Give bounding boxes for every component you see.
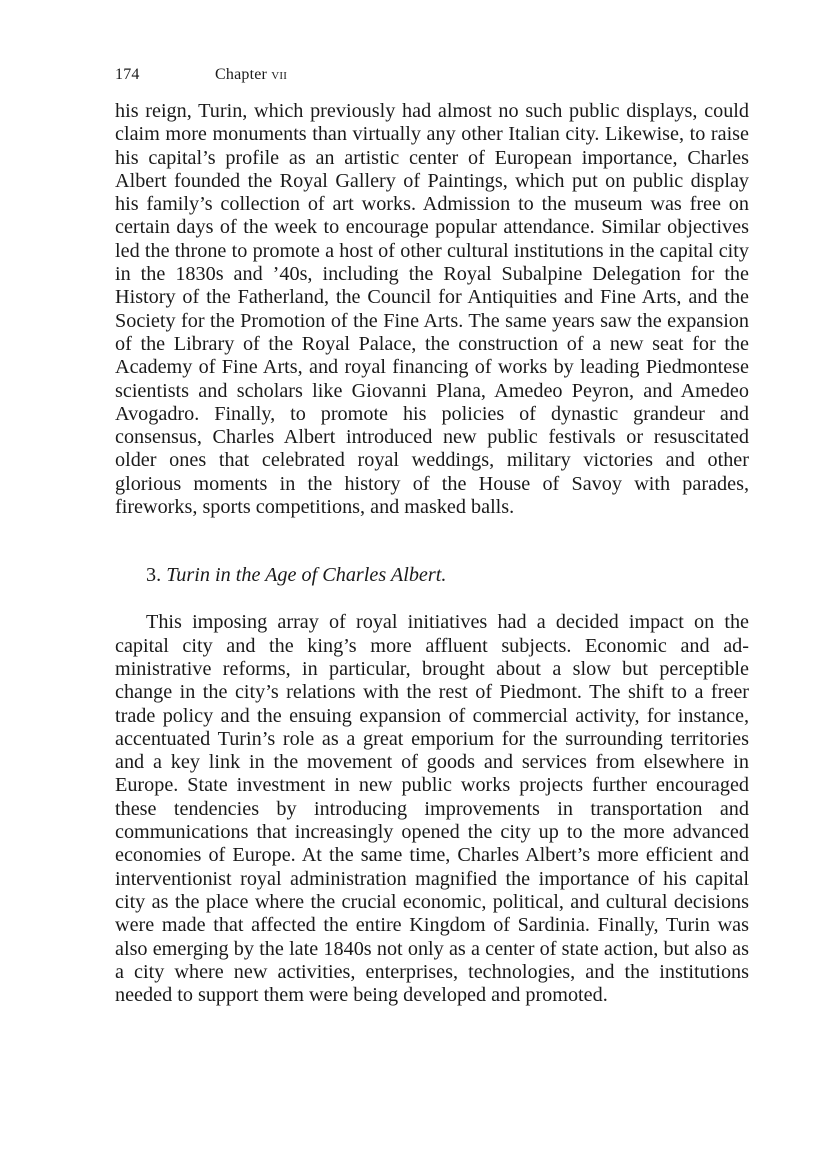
page-number: 174 bbox=[115, 66, 140, 83]
chapter-word: Chapter bbox=[215, 66, 268, 83]
book-page bbox=[115, 64, 749, 1007]
chapter-label bbox=[215, 64, 287, 86]
body-paragraph: This imposing array of royal initiatives had a decided impact on the capital city and the king’s more affluent subjects. Economic and administrative reforms, in particular, brought about a slow but perceptible change in the city’s relations with the rest of Piedmont. The shift to a freer trade policy and the ensuing expansion of commercial activity, for instance, accentuated Turin’s role as a great emporium for the surrounding territories and a key link in the movement of goods and services from elsewhere in Europe. State investment in new public works projects further encouraged these tendencies by introducing improvements in transportation and communications that increasingly opened the city up to the more advanced economies of Europe. At the same time, Charles Albert’s more efficient and interventionist royal administration magnified the importance of his capital city as the place where the crucial economic, political, and cultural decisions were made that affected the entire Kingdom of Sardinia. Finally, Turin was also emerging by the late 1840s not only as a center of state action, but also as a city where new activities, enterprises, technologies, and the institutions needed to support them were being developed and promoted. bbox=[115, 611, 749, 1007]
section-title: Turin in the Age of Charles Albert. bbox=[166, 564, 447, 587]
body-paragraph-continued: his reign, Turin, which previously had almost no such public displays, could claim more monuments than virtually any other Italian city. Likewise, to raise his capital’s profile as an artistic center of European importance, Charles Albert founded the Royal Gallery of Paintings, which put on public display his family’s collection of art works. Admission to the museum was free on certain days of the week to encourage popular attendance. Similar objectives led the throne to promote a host of other cultural institutions in the capital city in the 1830s and ’40s, including the Royal Subalpine Delegation for the History of the Fatherland, the Council for Antiquities and Fine Arts, and the Society for the Promotion of the Fine Arts. The same years saw the expansion of the Library of the Royal Palace, the construction of a new seat for the Academy of Fine Arts, and royal financing of works by leading Piedmontese scientists and scholars like Giovanni Plana, Amedeo Peyron, and Amedeo Avogadro. Finally, to promote his policies of dynastic grandeur and consensus, Charles Albert introduced new public festivals or resuscitated older ones that celebrated royal weddings, military victories and other glorious moments in the history of the House of Savoy with parades, fireworks, sports competitions, and masked balls. bbox=[115, 100, 749, 519]
section-number: 3. bbox=[146, 564, 162, 587]
section-heading bbox=[115, 564, 749, 587]
chapter-numeral: vii bbox=[271, 66, 288, 83]
running-head bbox=[115, 64, 749, 86]
